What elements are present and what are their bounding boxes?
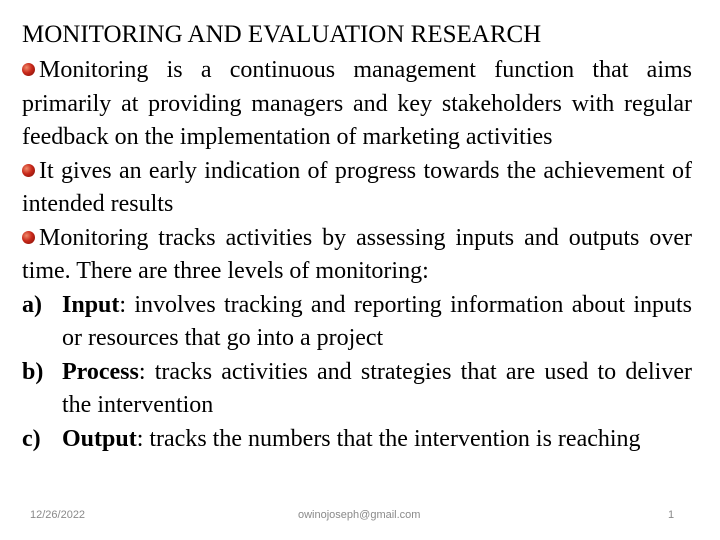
slide-title: MONITORING AND EVALUATION RESEARCH (22, 21, 542, 48)
level-term: Process (62, 358, 139, 385)
footer-email: owinojoseph@gmail.com (298, 509, 421, 521)
level-description: : tracks activities and strategies that are used to deliver the intervention (62, 358, 692, 418)
level-description: : tracks the numbers that the intervention is reaching (136, 425, 641, 452)
level-item-input (22, 289, 692, 356)
level-description: : involves tracking and reporting information about inputs or resources that go into a project (62, 291, 692, 351)
level-term: Output (62, 425, 137, 452)
red-sphere-bullet-icon (22, 164, 35, 177)
paragraph-text: Monitoring is a continuous management function that aims primarily at providing managers and key stakeholders with regular feedback on the implementation of marketing activities (22, 57, 692, 150)
slide-number: 1 (668, 509, 675, 521)
level-item-output (22, 423, 692, 457)
level-item-process (22, 356, 692, 423)
level-term: Input (62, 291, 120, 318)
footer-date: 12/26/2022 (30, 509, 86, 521)
list-marker: b) (22, 358, 44, 385)
slide-body (22, 54, 692, 456)
red-sphere-bullet-icon (22, 231, 35, 244)
bullet-paragraph-2 (22, 155, 692, 222)
list-marker: c) (22, 425, 41, 452)
bullet-paragraph-1 (22, 54, 692, 155)
red-sphere-bullet-icon (22, 63, 35, 76)
list-marker: a) (22, 291, 42, 318)
paragraph-text: It gives an early indication of progress towards the achievement of intended results (22, 157, 692, 217)
bullet-paragraph-3 (22, 222, 692, 289)
paragraph-text: Monitoring tracks activities by assessing inputs and outputs over time. There are three levels of monitoring: (22, 224, 692, 284)
